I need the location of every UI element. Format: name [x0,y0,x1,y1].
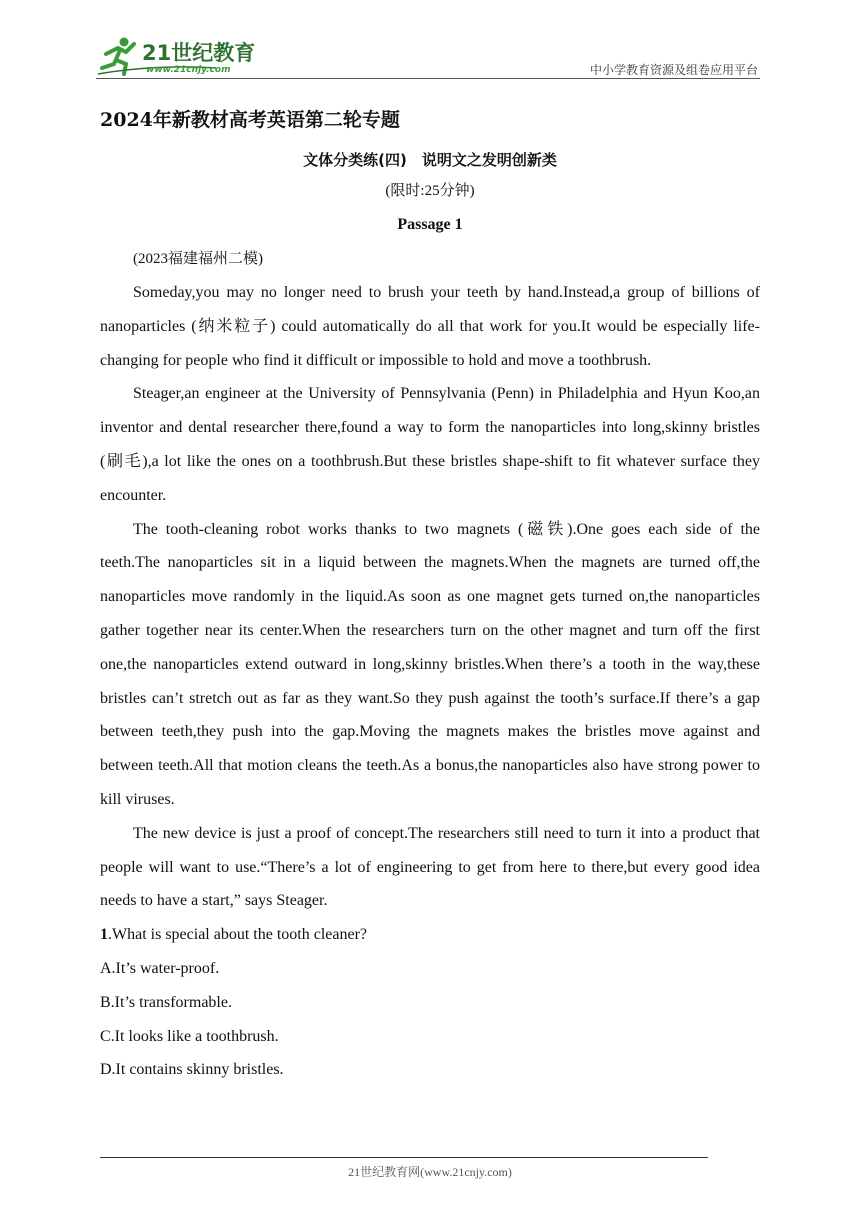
header-divider [96,78,760,79]
runner-logo-icon [96,34,266,78]
paragraph: Someday,you may no longer need to brush your teeth by hand.Instead,a group of billions of nanoparticles (纳米粒子) could automatically do all that work for you.It would be especially life-changing for people who find it difficult or impossible to hold and move a toothbrush. [100,284,760,369]
time-limit: (限时:25分钟) [385,183,475,199]
question-text: .What is special about the tooth cleaner? [108,926,368,944]
answer-option: A.It’s water-proof. [100,959,220,977]
question-number: 1 [100,926,108,944]
passage-title: Passage 1 [397,216,463,233]
paragraph: The tooth-cleaning robot works thanks to two magnets (磁铁).One goes each side of the teeth.The nanoparticles sit in a liquid between the magnets.When the magnets are turned off,the nanoparticles move randomly in the liquid.As soon as one magnet gets turned on,the nanoparticles gather together near its center.When the researchers turn on the other magnet and turn off the first one,the nanoparticles extend outward in long,skinny bristles.When there’s a tooth in the way,these bristles can’t stretch out as far as they want.So they push against the tooth’s surface.If there’s a gap between teeth,they push into the gap.Moving the magnets makes the bristles move against and between teeth.All that motion cleans the teeth.As a bonus,the nanoparticles also have strong power to kill viruses. [100,520,760,808]
footer-divider [100,1157,708,1158]
page-header [96,34,760,80]
answer-option: D.It contains skinny bristles. [100,1061,284,1079]
document-body [100,106,760,1087]
page-footer: 21世纪教育网(www.21cnjy.com) [348,1165,512,1179]
document-subtitle: 文体分类练(四) 说明文之发明创新类 [303,151,557,169]
paragraph: Steager,an engineer at the University of Pennsylvania (Penn) in Philadelphia and Hyun Koo,an inventor and dental researcher there,found a way to form the nanoparticles into long,skinny bristles (刷毛),a lot like the ones on a toothbrush.But these bristles shape-shift to fit whatever surface they encounter. [100,385,760,504]
answer-option: B.It’s transformable. [100,993,232,1011]
answer-option: C.It looks like a toothbrush. [100,1027,279,1045]
svg-text:www.21cnjy.com: www.21cnjy.com [146,65,231,75]
logo [96,34,266,78]
header-tagline: 中小学教育资源及组卷应用平台 [589,63,758,77]
question-stem [100,918,760,952]
paragraph: The new device is just a proof of concept.The researchers still need to turn it into a product that people will want to use.“There’s a lot of engineering to get from here to there,but every good idea needs to have a start,” says Steager. [100,824,760,910]
document-title: 2024年新教材高考英语第二轮专题 [100,109,400,131]
passage-source: (2023福建福州二模) [133,251,263,267]
svg-text:21世纪教育: 21世纪教育 [142,41,256,65]
